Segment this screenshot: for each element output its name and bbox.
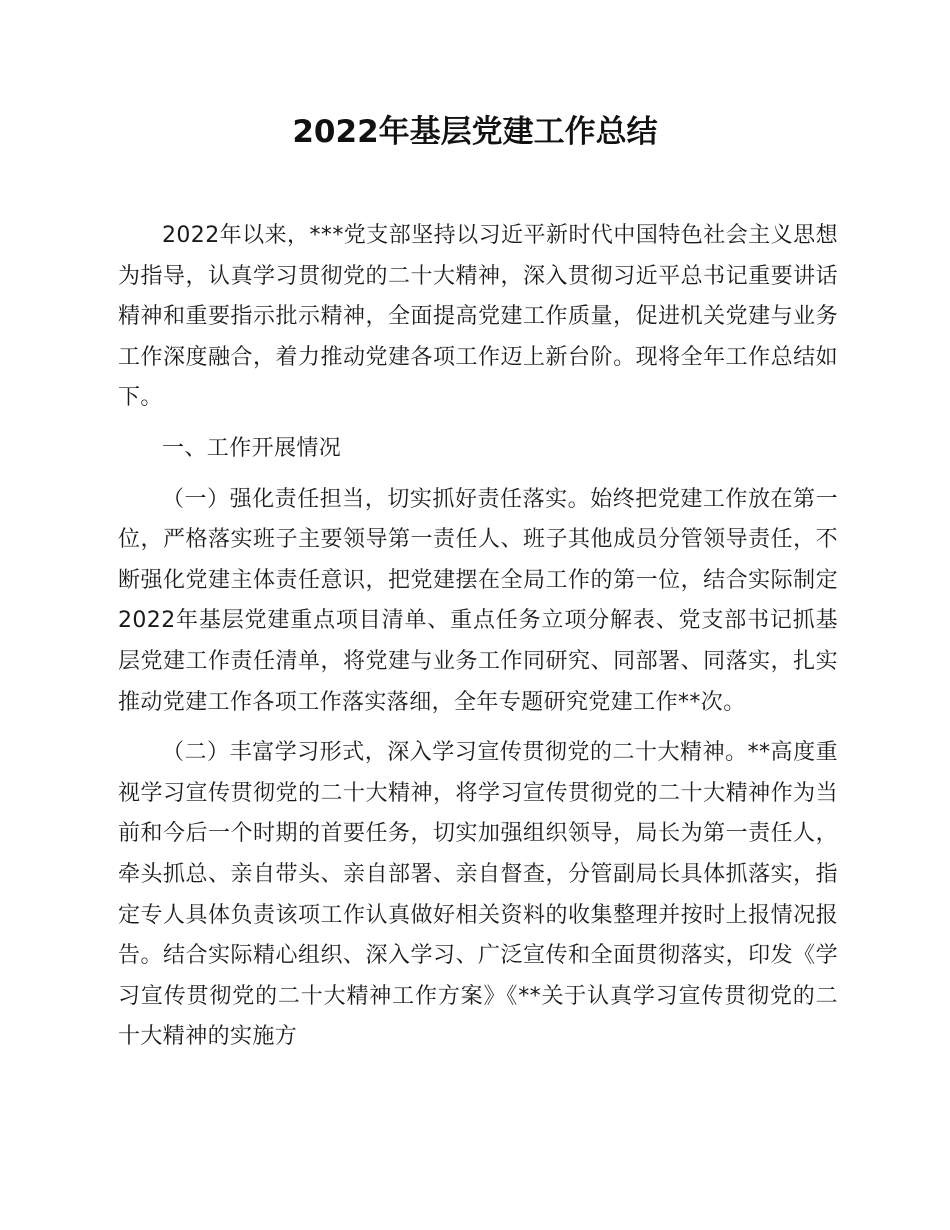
document-title: 2022年基层党建工作总结 bbox=[292, 114, 658, 150]
section-heading: 一、工作开展情况 bbox=[162, 435, 342, 461]
paragraph-study: （二）丰富学习形式，深入学习宣传贯彻党的二十大精神。**高度重视学习宣传贯彻党的二十大精神，将学习宣传贯彻党的二十大精神作为当前和今后一个时期的首要任务，切实加强组织领导，局长为第一责任人，牵头抓总、亲自带头、亲自部署、亲自督查，分管副局长具体抓落实，指定专人具体负责该项工作认真做好相关资料的收集整理并按时上报情况报告。结合实际精心组织、深入学习、广泛宣传和全面贯彻落实，印发《学习宣传贯彻党的二十大精神工作方案》《**关于认真学习宣传贯彻党的二十大精神的实施方 bbox=[118, 740, 838, 1050]
paragraph-responsibility: （一）强化责任担当，切实抓好责任落实。始终把党建工作放在第一位，严格落实班子主要领导第一责任人、班子其他成员分管领导责任，不断强化党建主体责任意识，把党建摆在全局工作的第一位，结合实际制定2022年基层党建重点项目清单、重点任务立项分解表、党支部书记抓基层党建工作责任清单，将党建与业务工作同研究、同部署、同落实，扎实推动党建工作各项工作落实落细，全年专题研究党建工作**次。 bbox=[118, 486, 838, 715]
document-body bbox=[118, 216, 838, 1068]
intro-paragraph: 2022年以来，***党支部坚持以习近平新时代中国特色社会主义思想为指导，认真学习贯彻党的二十大精神，深入贯彻习近平总书记重要讲话精神和重要指示批示精神，全面提高党建工作质量，促进机关党建与业务工作深度融合，着力推动党建各项工作迈上新台阶。现将全年工作总结如下。 bbox=[118, 223, 838, 411]
